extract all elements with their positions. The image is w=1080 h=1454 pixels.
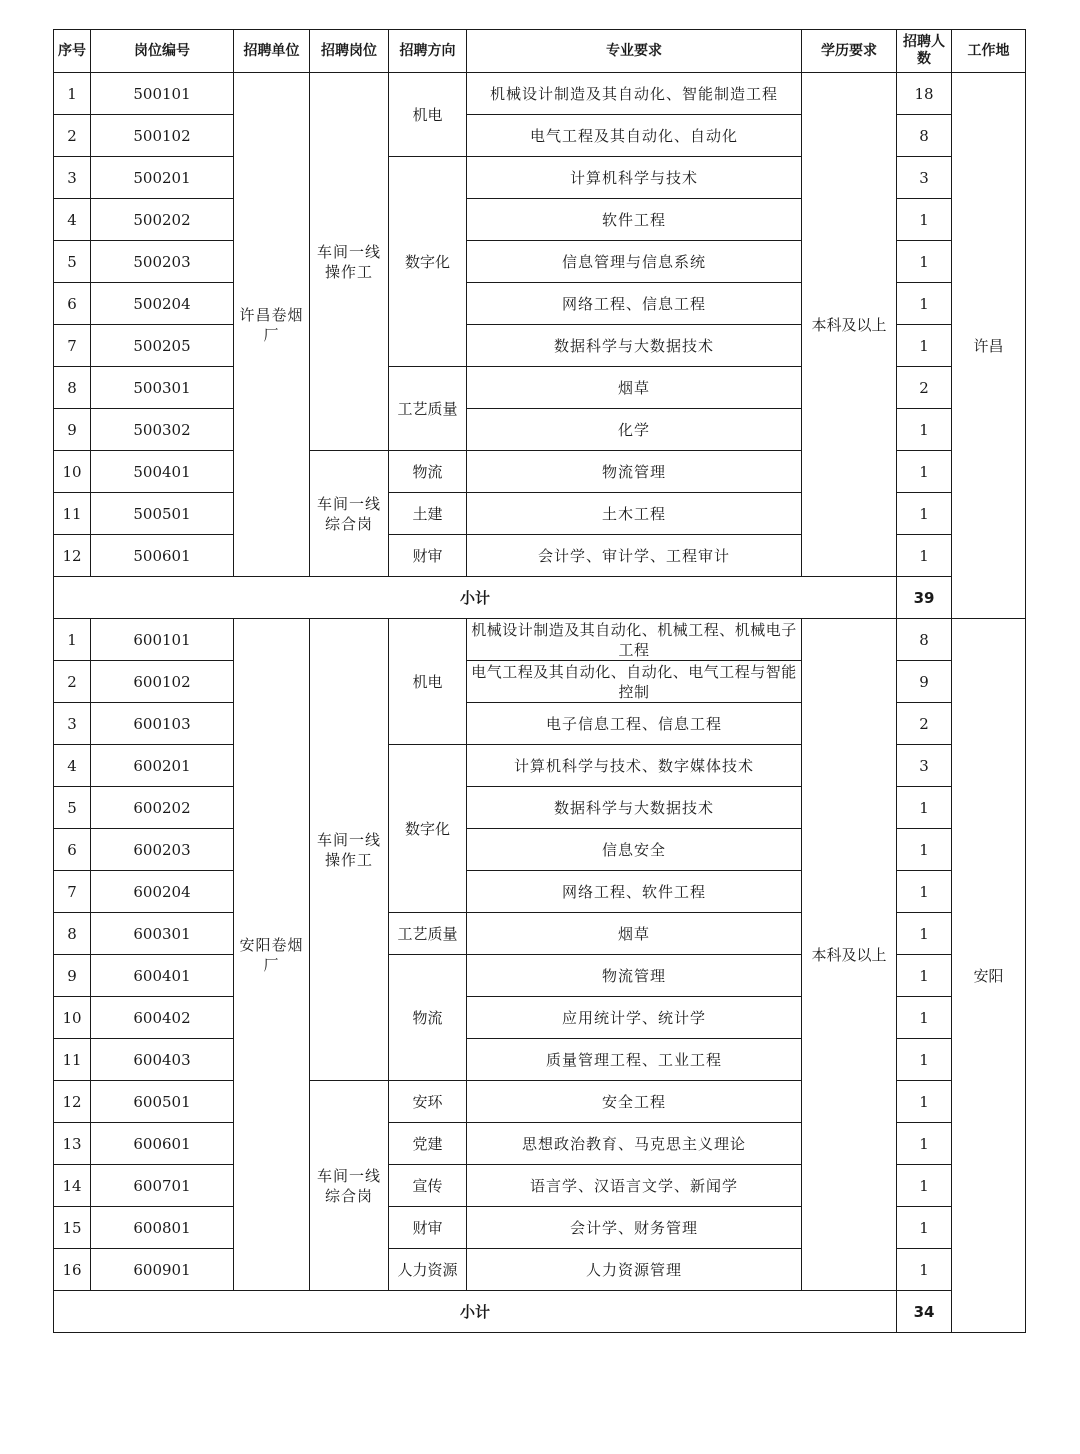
major-cell: 语言学、汉语言文学、新闻学	[467, 1165, 802, 1207]
major-cell: 数据科学与大数据技术	[467, 325, 802, 367]
seq-cell: 8	[54, 913, 91, 955]
major-cell: 数据科学与大数据技术	[467, 787, 802, 829]
code-cell: 600901	[91, 1249, 234, 1291]
major-cell: 网络工程、软件工程	[467, 871, 802, 913]
code-cell: 600101	[91, 619, 234, 661]
seq-cell: 4	[54, 745, 91, 787]
seq-cell: 7	[54, 871, 91, 913]
header-direction: 招聘方向	[389, 30, 467, 73]
code-cell: 500102	[91, 115, 234, 157]
header-post: 招聘岗位	[310, 30, 389, 73]
seq-cell: 5	[54, 787, 91, 829]
seq-cell: 11	[54, 1039, 91, 1081]
direction-cell: 工艺质量	[389, 367, 467, 451]
count-cell: 1	[897, 409, 952, 451]
unit-cell: 安阳卷烟厂	[234, 619, 310, 1291]
count-cell: 1	[897, 1039, 952, 1081]
count-cell: 1	[897, 913, 952, 955]
seq-cell: 16	[54, 1249, 91, 1291]
header-count: 招聘人数	[897, 30, 952, 73]
direction-cell: 数字化	[389, 157, 467, 367]
code-cell: 600203	[91, 829, 234, 871]
count-cell: 1	[897, 199, 952, 241]
code-cell: 600204	[91, 871, 234, 913]
header-education: 学历要求	[802, 30, 897, 73]
count-cell: 1	[897, 1123, 952, 1165]
table-row	[54, 619, 1026, 661]
subtotal-label: 小计	[54, 577, 897, 619]
count-cell: 1	[897, 871, 952, 913]
code-cell: 500202	[91, 199, 234, 241]
count-cell: 1	[897, 451, 952, 493]
code-cell: 600801	[91, 1207, 234, 1249]
major-cell: 会计学、审计学、工程审计	[467, 535, 802, 577]
location-cell: 许昌	[952, 73, 1026, 619]
code-cell: 500205	[91, 325, 234, 367]
seq-cell: 12	[54, 535, 91, 577]
direction-cell: 土建	[389, 493, 467, 535]
subtotal-value: 39	[897, 577, 952, 619]
major-cell: 软件工程	[467, 199, 802, 241]
seq-cell: 2	[54, 115, 91, 157]
seq-cell: 11	[54, 493, 91, 535]
seq-cell: 10	[54, 451, 91, 493]
direction-cell: 数字化	[389, 745, 467, 913]
post-cell: 车间一线综合岗	[310, 451, 389, 577]
count-cell: 1	[897, 1207, 952, 1249]
major-cell: 物流管理	[467, 451, 802, 493]
seq-cell: 1	[54, 73, 91, 115]
seq-cell: 12	[54, 1081, 91, 1123]
direction-cell: 物流	[389, 955, 467, 1081]
major-cell: 化学	[467, 409, 802, 451]
count-cell: 18	[897, 73, 952, 115]
code-cell: 500301	[91, 367, 234, 409]
major-cell: 土木工程	[467, 493, 802, 535]
code-cell: 500101	[91, 73, 234, 115]
seq-cell: 9	[54, 955, 91, 997]
direction-cell: 安环	[389, 1081, 467, 1123]
major-cell: 烟草	[467, 367, 802, 409]
code-cell: 500204	[91, 283, 234, 325]
major-cell: 信息管理与信息系统	[467, 241, 802, 283]
code-cell: 600501	[91, 1081, 234, 1123]
header-location: 工作地	[952, 30, 1026, 73]
seq-cell: 3	[54, 157, 91, 199]
seq-cell: 15	[54, 1207, 91, 1249]
seq-cell: 4	[54, 199, 91, 241]
seq-cell: 6	[54, 283, 91, 325]
direction-cell: 党建	[389, 1123, 467, 1165]
recruitment-table	[53, 29, 1026, 1333]
post-cell: 车间一线操作工	[310, 73, 389, 451]
direction-cell: 机电	[389, 73, 467, 157]
count-cell: 8	[897, 115, 952, 157]
major-cell: 机械设计制造及其自动化、智能制造工程	[467, 73, 802, 115]
direction-cell: 财审	[389, 1207, 467, 1249]
direction-cell: 机电	[389, 619, 467, 745]
code-cell: 600202	[91, 787, 234, 829]
table-row	[54, 73, 1026, 115]
major-cell: 会计学、财务管理	[467, 1207, 802, 1249]
major-cell: 质量管理工程、工业工程	[467, 1039, 802, 1081]
header-code: 岗位编号	[91, 30, 234, 73]
post-cell: 车间一线综合岗	[310, 1081, 389, 1291]
header-row	[54, 30, 1026, 73]
seq-cell: 5	[54, 241, 91, 283]
major-cell: 思想政治教育、马克思主义理论	[467, 1123, 802, 1165]
code-cell: 600701	[91, 1165, 234, 1207]
post-cell: 车间一线操作工	[310, 619, 389, 1081]
direction-cell: 工艺质量	[389, 913, 467, 955]
direction-cell: 财审	[389, 535, 467, 577]
count-cell: 1	[897, 535, 952, 577]
subtotal-row	[54, 577, 1026, 619]
header-unit: 招聘单位	[234, 30, 310, 73]
count-cell: 1	[897, 1165, 952, 1207]
code-cell: 500203	[91, 241, 234, 283]
code-cell: 500601	[91, 535, 234, 577]
major-cell: 机械设计制造及其自动化、机械工程、机械电子工程	[467, 619, 802, 661]
count-cell: 1	[897, 283, 952, 325]
major-cell: 应用统计学、统计学	[467, 997, 802, 1039]
code-cell: 500401	[91, 451, 234, 493]
subtotal-value: 34	[897, 1291, 952, 1333]
code-cell: 600103	[91, 703, 234, 745]
code-cell: 500501	[91, 493, 234, 535]
count-cell: 1	[897, 955, 952, 997]
major-cell: 人力资源管理	[467, 1249, 802, 1291]
unit-cell: 许昌卷烟厂	[234, 73, 310, 577]
education-cell: 本科及以上	[802, 619, 897, 1291]
count-cell: 1	[897, 1249, 952, 1291]
major-cell: 计算机科学与技术、数字媒体技术	[467, 745, 802, 787]
major-cell: 物流管理	[467, 955, 802, 997]
subtotal-row	[54, 1291, 1026, 1333]
major-cell: 计算机科学与技术	[467, 157, 802, 199]
count-cell: 1	[897, 1081, 952, 1123]
code-cell: 600403	[91, 1039, 234, 1081]
seq-cell: 8	[54, 367, 91, 409]
education-cell: 本科及以上	[802, 73, 897, 577]
header-major: 专业要求	[467, 30, 802, 73]
count-cell: 1	[897, 493, 952, 535]
code-cell: 600402	[91, 997, 234, 1039]
header-seq: 序号	[54, 30, 91, 73]
major-cell: 信息安全	[467, 829, 802, 871]
direction-cell: 物流	[389, 451, 467, 493]
count-cell: 1	[897, 829, 952, 871]
code-cell: 600102	[91, 661, 234, 703]
code-cell: 600301	[91, 913, 234, 955]
code-cell: 600401	[91, 955, 234, 997]
subtotal-label: 小计	[54, 1291, 897, 1333]
count-cell: 1	[897, 325, 952, 367]
code-cell: 500201	[91, 157, 234, 199]
code-cell: 500302	[91, 409, 234, 451]
seq-cell: 1	[54, 619, 91, 661]
count-cell: 1	[897, 787, 952, 829]
count-cell: 9	[897, 661, 952, 703]
seq-cell: 3	[54, 703, 91, 745]
major-cell: 网络工程、信息工程	[467, 283, 802, 325]
seq-cell: 14	[54, 1165, 91, 1207]
major-cell: 安全工程	[467, 1081, 802, 1123]
major-cell: 烟草	[467, 913, 802, 955]
major-cell: 电气工程及其自动化、自动化	[467, 115, 802, 157]
seq-cell: 2	[54, 661, 91, 703]
code-cell: 600601	[91, 1123, 234, 1165]
count-cell: 1	[897, 241, 952, 283]
count-cell: 3	[897, 157, 952, 199]
location-cell: 安阳	[952, 619, 1026, 1333]
count-cell: 2	[897, 703, 952, 745]
code-cell: 600201	[91, 745, 234, 787]
seq-cell: 9	[54, 409, 91, 451]
count-cell: 1	[897, 997, 952, 1039]
seq-cell: 6	[54, 829, 91, 871]
seq-cell: 10	[54, 997, 91, 1039]
count-cell: 3	[897, 745, 952, 787]
count-cell: 8	[897, 619, 952, 661]
seq-cell: 7	[54, 325, 91, 367]
direction-cell: 人力资源	[389, 1249, 467, 1291]
major-cell: 电子信息工程、信息工程	[467, 703, 802, 745]
count-cell: 2	[897, 367, 952, 409]
major-cell: 电气工程及其自动化、自动化、电气工程与智能控制	[467, 661, 802, 703]
seq-cell: 13	[54, 1123, 91, 1165]
direction-cell: 宣传	[389, 1165, 467, 1207]
